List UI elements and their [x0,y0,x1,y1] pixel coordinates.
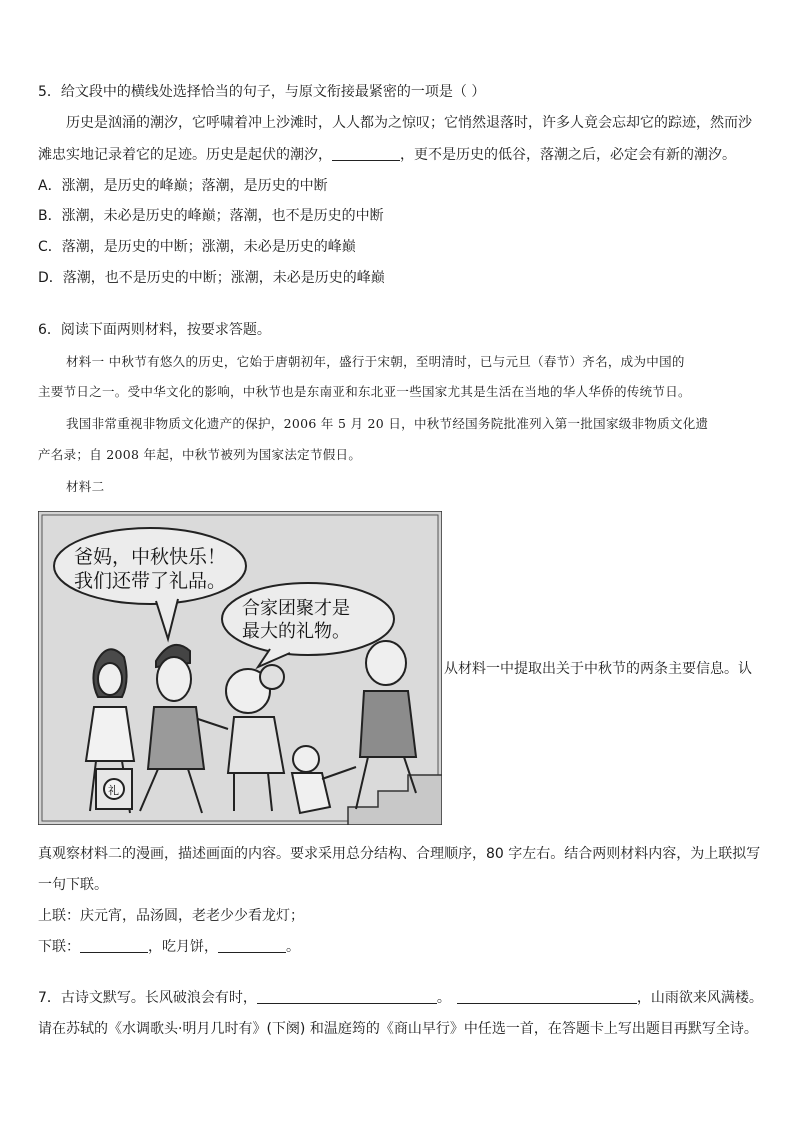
woman-figure [86,649,134,813]
q5-answer-blank[interactable] [332,146,400,161]
bubble2-line1: 合家团聚才是 [242,598,350,619]
q6-couplet-upper: 上联：庆元宵，品汤圆，老老少少看龙灯； [38,908,304,924]
q7-blank-2[interactable] [457,989,637,1004]
couplet-lower-end: 。 [286,939,300,955]
q7-line1-prefix: 7．古诗文默写。长风破浪会有时， [38,990,257,1006]
couplet-lower-prefix: 下联： [38,939,80,955]
q6-stem: 6．阅读下面两则材料，按要求答题。 [38,322,271,338]
q7-line1-mid: 。 [436,990,451,1006]
q5-option-d: D．落潮，也不是历史的中断；涨潮，未必是历史的峰巅 [38,270,385,286]
q7-line1-end: ，山雨欲来风满楼。 [636,990,763,1006]
q6-material1-line4: 产名录；自 2008 年起，中秋节被列为国家法定节假日。 [38,447,362,462]
q6-side-text: 从材料一中提取出关于中秋节的两条主要信息。认 [444,661,752,677]
gift-bag-label: 礼 [108,784,119,797]
q5-option-a: A．涨潮，是历史的峰巅；落潮，是历史的中断 [38,178,328,194]
bubble1-line2: 我们还带了礼品。 [74,570,227,592]
q6-material1-line1: 材料一 中秋节有悠久的历史，它始于唐朝初年，盛行于宋朝，至明清时，已与元旦（春节）齐名，成为中国的 [66,354,685,369]
couplet-blank-1[interactable] [80,938,148,953]
q6-instruction-line1: 真观察材料二的漫画，描述画面的内容。要求采用总分结构、合理顺序，80 字左右。结合两则材料内容，为上联拟写 [38,846,761,862]
q6-material2-label: 材料二 [66,479,105,494]
q5-passage-line2 [38,145,736,165]
q7-line2: 请在苏轼的《水调歌头·明月几时有》(下阕) 和温庭筠的《商山早行》中任选一首，在答题卡上写出题目再默写全诗。 [38,1021,758,1037]
q5-option-c: C．落潮，是历史的中断；涨潮，未必是历史的峰巅 [38,239,356,255]
q6-material1-line3: 我国非常重视非物质文化遗产的保护，2006 年 5 月 20 日，中秋节经国务院批准列入第一批国家级非物质文化遗 [66,416,709,431]
mid-autumn-cartoon [38,511,442,825]
bubble1-line1: 爸妈，中秋快乐！ [74,546,227,568]
q6-couplet-lower [38,937,300,957]
q5-passage-line2b: ，更不是历史的低谷，落潮之后，必定会有新的潮汐。 [400,147,736,163]
couplet-blank-2[interactable] [218,938,286,953]
q6-instruction-line2: 一句下联。 [38,877,108,893]
bubble2-line2: 最大的礼物。 [242,621,350,642]
q5-passage-line2a: 滩忠实地记录着它的足迹。历史是起伏的潮汐， [38,147,332,163]
couplet-lower-middle: ，吃月饼， [148,939,218,955]
q5-stem: 5．给文段中的横线处选择恰当的句子，与原文衔接最紧密的一项是（ ） [38,84,486,100]
q5-option-b: B．涨潮，未必是历史的峰巅；落潮，也不是历史的中断 [38,208,384,224]
q6-material1-line2: 主要节日之一。受中华文化的影响，中秋节也是东南亚和东北亚一些国家尤其是生活在当地的华人华侨的传统节日。 [38,384,691,399]
q7-blank-1[interactable] [257,989,437,1004]
q5-passage-line1: 历史是汹涌的潮汐，它呼啸着冲上沙滩时，人人都为之惊叹；它悄然退落时，许多人竟会忘却它的踪迹，然而沙 [66,115,752,131]
q7-line1 [38,988,763,1008]
